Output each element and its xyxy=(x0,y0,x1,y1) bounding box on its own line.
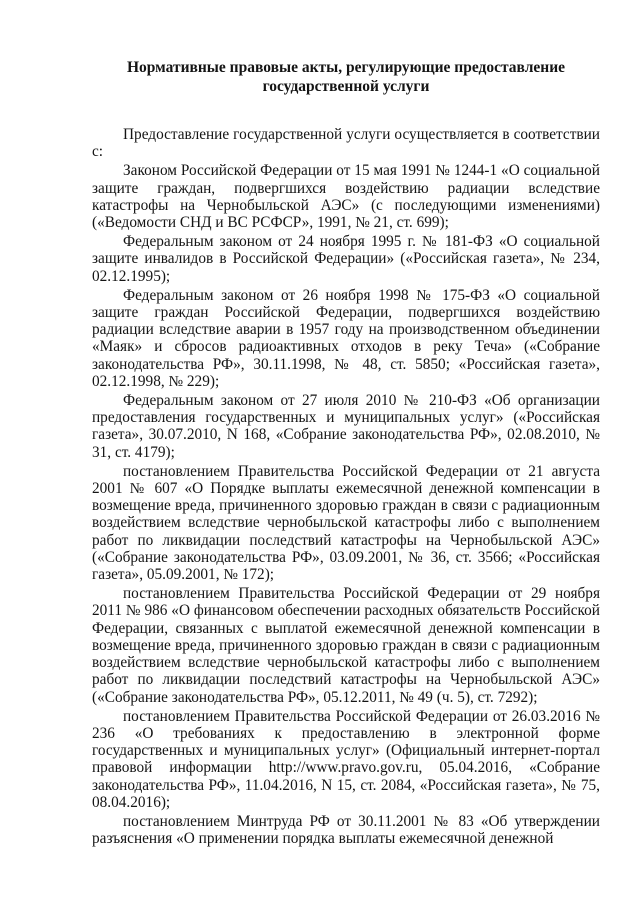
intro-paragraph: Предоставление государственной услуги осуществляется в соответствии с: xyxy=(92,126,600,161)
resolution-986-paragraph: постановлением Правительства Российской Федерации от 29 ноября 2011 № 986 «О финансовом обеспечении расходных обязательств Российской Федерации, связанных с выплатой ежемесячной денежной компенсации в возмещение вреда, причиненного здоровью граждан в связи с радиационным воздействием вследствие чернобыльской катастрофы либо с выполнением работ по ликвидации последствий катастрофы на Чернобыльской АЭС» («Собрание законодательства РФ», 05.12.2011, № 49 (ч. 5), ст. 7292); xyxy=(92,585,600,706)
law-1244-1-paragraph: Законом Российской Федерации от 15 мая 1991 № 1244-1 «О социальной защите граждан, подвергшихся воздействию радиации вследствие катастрофы на Чернобыльской АЭС» (с последующими изменениями) («Ведомости СНД и ВС РСФСР», 1991, № 21, ст. 699); xyxy=(92,162,600,232)
title-line-1: Нормативные правовые акты, регулирующие предоставление xyxy=(126,59,566,76)
resolution-607-paragraph: постановлением Правительства Российской Федерации от 21 августа 2001 № 607 «О Порядке выплаты ежемесячной денежной компенсации в возмещение вреда, причиненного здоровью граждан в связи с радиационным воздействием вследствие чернобыльской катастрофы либо с выполнением работ по ликвидации последствий катастрофы на Чернобыльской АЭС» («Собрание законодательства РФ», 03.09.2001, № 36, ст. 3566; «Российская газета», 05.09.2001, № 172); xyxy=(92,462,600,584)
title-line-2: государственной услуги xyxy=(262,78,430,95)
mintrud-83-paragraph: постановлением Минтруда РФ от 30.11.2001 № 83 «Об утверждении разъяснения «О применении порядка выплаты ежемесячной денежной xyxy=(92,812,600,848)
resolution-236-paragraph: постановлением Правительства Российской Федерации от 26.03.2016 № 236 «О требованиях к предоставлению в электронной форме государственных и муниципальных услуг» (Официальный интернет-портал правовой информации http://www.pravo.gov.ru, 05.04.2016, «Собрание законодательства РФ», 11.04.2016, N 15, ст. 2084, «Российская газета», № 75, 08.04.2016); xyxy=(92,707,600,811)
law-210-fz-paragraph: Федеральным законом от 27 июля 2010 № 210-ФЗ «Об организации предоставления государственных и муниципальных услуг» («Российская газета», 30.07.2010, N 168, «Собрание законодательства РФ», 02.08.2010, № 31, ст. 4179); xyxy=(92,392,600,461)
law-181-fz-paragraph: Федеральным законом от 24 ноября 1995 г. № 181-ФЗ «О социальной защите инвалидов в Российской Федерации» («Российская газета», № 234, 02.12.1995); xyxy=(92,233,600,285)
document-body xyxy=(92,126,600,847)
document-page xyxy=(92,58,600,849)
document-title xyxy=(92,58,600,96)
law-175-fz-paragraph: Федеральным законом от 26 ноября 1998 № 175-ФЗ «О социальной защите граждан Российской Федерации, подвергшихся воздействию радиации вследствие аварии в 1957 году на производственном объединении «Маяк» и сбросов радиоактивных отходов в реку Теча» («Собрание законодательства РФ», 30.11.1998, № 48, ст. 5850; «Российская газета», 02.12.1998, № 229); xyxy=(92,286,600,390)
